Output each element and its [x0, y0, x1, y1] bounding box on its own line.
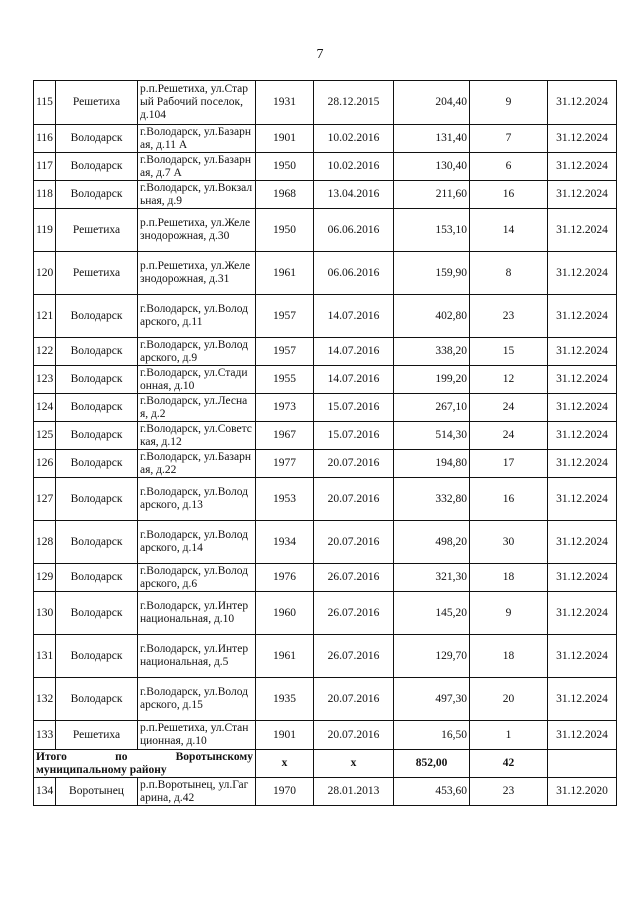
deadline-date-cell: 31.12.2024 — [548, 181, 617, 209]
area-value-cell: 130,40 — [394, 153, 470, 181]
table-row — [34, 521, 617, 564]
address-cell: г.Володарск, ул.Базарная, д.11 А — [138, 125, 256, 153]
deadline-date-cell: 31.12.2024 — [548, 366, 617, 394]
build-year-cell: 1935 — [256, 678, 314, 721]
locality-cell: Володарск — [56, 394, 138, 422]
inclusion-date-cell: 26.07.2016 — [314, 635, 394, 678]
inclusion-date-cell: 20.07.2016 — [314, 521, 394, 564]
area-value-cell: 211,60 — [394, 181, 470, 209]
table-row — [34, 125, 617, 153]
deadline-date-cell: 31.12.2024 — [548, 125, 617, 153]
build-year-cell: 1968 — [256, 181, 314, 209]
area-value-cell: 153,10 — [394, 209, 470, 252]
deadline-date-cell: 31.12.2024 — [548, 252, 617, 295]
build-year-cell: 1961 — [256, 635, 314, 678]
total-row-group — [34, 750, 617, 778]
row-number-cell: 127 — [34, 478, 56, 521]
table-row — [34, 422, 617, 450]
row-number-cell: 115 — [34, 81, 56, 125]
row-number-cell: 130 — [34, 592, 56, 635]
area-value-cell: 204,40 — [394, 81, 470, 125]
locality-cell: Володарск — [56, 564, 138, 592]
address-cell: р.п.Решетиха, ул.Старый Рабочий поселок, д.104 — [138, 81, 256, 125]
resident-count-cell: 30 — [470, 521, 548, 564]
row-number-cell: 124 — [34, 394, 56, 422]
address-cell: г.Володарск, ул.Базарная, д.7 А — [138, 153, 256, 181]
resident-count-cell: 9 — [470, 592, 548, 635]
housing-registry-table — [33, 80, 617, 806]
row-number-cell: 117 — [34, 153, 56, 181]
resident-count-cell: 12 — [470, 366, 548, 394]
total-value: 852,00 — [394, 750, 470, 778]
row-number-cell: 129 — [34, 564, 56, 592]
deadline-date-cell: 31.12.2024 — [548, 592, 617, 635]
locality-cell: Володарск — [56, 366, 138, 394]
locality-cell: Володарск — [56, 295, 138, 338]
inclusion-date-cell: 14.07.2016 — [314, 366, 394, 394]
rows-group-b — [34, 778, 617, 806]
area-value-cell: 497,30 — [394, 678, 470, 721]
area-value-cell: 321,30 — [394, 564, 470, 592]
build-year-cell: 1976 — [256, 564, 314, 592]
build-year-cell: 1977 — [256, 450, 314, 478]
build-year-cell: 1957 — [256, 338, 314, 366]
inclusion-date-cell: 26.07.2016 — [314, 564, 394, 592]
locality-cell: Володарск — [56, 422, 138, 450]
area-value-cell: 129,70 — [394, 635, 470, 678]
deadline-date-cell: 31.12.2024 — [548, 564, 617, 592]
address-cell: р.п.Воротынец, ул.Гагарина, д.42 — [138, 778, 256, 806]
table-row — [34, 592, 617, 635]
address-cell: г.Володарск, ул.Интернациональная, д.5 — [138, 635, 256, 678]
row-number-cell: 118 — [34, 181, 56, 209]
table-row — [34, 778, 617, 806]
build-year-cell: 1957 — [256, 295, 314, 338]
table-row — [34, 721, 617, 750]
inclusion-date-cell: 13.04.2016 — [314, 181, 394, 209]
address-cell: г.Володарск, ул.Вокзальная, д.9 — [138, 181, 256, 209]
table-row — [34, 81, 617, 125]
locality-cell: Решетиха — [56, 209, 138, 252]
area-value-cell: 498,20 — [394, 521, 470, 564]
row-number-cell: 122 — [34, 338, 56, 366]
area-value-cell: 267,10 — [394, 394, 470, 422]
address-cell: г.Володарск, ул.Володарского, д.6 — [138, 564, 256, 592]
resident-count-cell: 24 — [470, 422, 548, 450]
resident-count-cell: 23 — [470, 778, 548, 806]
inclusion-date-cell: 10.02.2016 — [314, 125, 394, 153]
inclusion-date-cell: 20.07.2016 — [314, 678, 394, 721]
row-number-cell: 123 — [34, 366, 56, 394]
deadline-date-cell: 31.12.2024 — [548, 209, 617, 252]
row-number-cell: 134 — [34, 778, 56, 806]
total-due — [548, 750, 617, 778]
area-value-cell: 194,80 — [394, 450, 470, 478]
address-cell: р.п.Решетиха, ул.Железнодорожная, д.30 — [138, 209, 256, 252]
deadline-date-cell: 31.12.2024 — [548, 295, 617, 338]
area-value-cell: 159,90 — [394, 252, 470, 295]
locality-cell: Володарск — [56, 592, 138, 635]
locality-cell: Решетиха — [56, 81, 138, 125]
resident-count-cell: 17 — [470, 450, 548, 478]
area-value-cell: 338,20 — [394, 338, 470, 366]
build-year-cell: 1967 — [256, 422, 314, 450]
resident-count-cell: 16 — [470, 478, 548, 521]
deadline-date-cell: 31.12.2024 — [548, 478, 617, 521]
row-number-cell: 120 — [34, 252, 56, 295]
row-number-cell: 119 — [34, 209, 56, 252]
inclusion-date-cell: 14.07.2016 — [314, 338, 394, 366]
inclusion-date-cell: 15.07.2016 — [314, 394, 394, 422]
table-row — [34, 252, 617, 295]
resident-count-cell: 15 — [470, 338, 548, 366]
total-date: x — [314, 750, 394, 778]
deadline-date-cell: 31.12.2024 — [548, 81, 617, 125]
area-value-cell: 332,80 — [394, 478, 470, 521]
resident-count-cell: 24 — [470, 394, 548, 422]
total-count: 42 — [470, 750, 548, 778]
deadline-date-cell: 31.12.2024 — [548, 450, 617, 478]
row-number-cell: 131 — [34, 635, 56, 678]
resident-count-cell: 6 — [470, 153, 548, 181]
resident-count-cell: 18 — [470, 635, 548, 678]
build-year-cell: 1934 — [256, 521, 314, 564]
locality-cell: Решетиха — [56, 252, 138, 295]
inclusion-date-cell: 28.12.2015 — [314, 81, 394, 125]
total-label: Итого по Воротынскому муниципальному району — [34, 750, 256, 778]
table-row — [34, 209, 617, 252]
locality-cell: Володарск — [56, 678, 138, 721]
rows-group-a — [34, 81, 617, 750]
resident-count-cell: 23 — [470, 295, 548, 338]
deadline-date-cell: 31.12.2024 — [548, 678, 617, 721]
build-year-cell: 1955 — [256, 366, 314, 394]
build-year-cell: 1901 — [256, 721, 314, 750]
resident-count-cell: 18 — [470, 564, 548, 592]
area-value-cell: 514,30 — [394, 422, 470, 450]
address-cell: р.п.Решетиха, ул.Железнодорожная, д.31 — [138, 252, 256, 295]
inclusion-date-cell: 10.02.2016 — [314, 153, 394, 181]
deadline-date-cell: 31.12.2024 — [548, 422, 617, 450]
deadline-date-cell: 31.12.2020 — [548, 778, 617, 806]
table-row — [34, 153, 617, 181]
address-cell: г.Володарск, ул.Володарского, д.15 — [138, 678, 256, 721]
locality-cell: Володарск — [56, 450, 138, 478]
resident-count-cell: 14 — [470, 209, 548, 252]
resident-count-cell: 1 — [470, 721, 548, 750]
row-number-cell: 132 — [34, 678, 56, 721]
locality-cell: Володарск — [56, 338, 138, 366]
address-cell: г.Володарск, ул.Базарная, д.22 — [138, 450, 256, 478]
locality-cell: Володарск — [56, 478, 138, 521]
inclusion-date-cell: 06.06.2016 — [314, 252, 394, 295]
inclusion-date-cell: 26.07.2016 — [314, 592, 394, 635]
table-row — [34, 564, 617, 592]
inclusion-date-cell: 14.07.2016 — [314, 295, 394, 338]
deadline-date-cell: 31.12.2024 — [548, 521, 617, 564]
address-cell: г.Володарск, ул.Володарского, д.14 — [138, 521, 256, 564]
area-value-cell: 145,20 — [394, 592, 470, 635]
address-cell: р.п.Решетиха, ул.Станционная, д.10 — [138, 721, 256, 750]
area-value-cell: 453,60 — [394, 778, 470, 806]
row-number-cell: 126 — [34, 450, 56, 478]
inclusion-date-cell: 28.01.2013 — [314, 778, 394, 806]
area-value-cell: 16,50 — [394, 721, 470, 750]
table-row — [34, 635, 617, 678]
table-row — [34, 181, 617, 209]
area-value-cell: 131,40 — [394, 125, 470, 153]
build-year-cell: 1901 — [256, 125, 314, 153]
area-value-cell: 199,20 — [394, 366, 470, 394]
locality-cell: Володарск — [56, 521, 138, 564]
table-row — [34, 366, 617, 394]
table-row — [34, 394, 617, 422]
address-cell: г.Володарск, ул.Володарского, д.13 — [138, 478, 256, 521]
address-cell: г.Володарск, ул.Лесная, д.2 — [138, 394, 256, 422]
locality-cell: Володарск — [56, 125, 138, 153]
row-number-cell: 121 — [34, 295, 56, 338]
table-row — [34, 338, 617, 366]
build-year-cell: 1931 — [256, 81, 314, 125]
build-year-cell: 1960 — [256, 592, 314, 635]
address-cell: г.Володарск, ул.Володарского, д.9 — [138, 338, 256, 366]
table-row — [34, 678, 617, 721]
row-number-cell: 128 — [34, 521, 56, 564]
inclusion-date-cell: 06.06.2016 — [314, 209, 394, 252]
deadline-date-cell: 31.12.2024 — [548, 394, 617, 422]
deadline-date-cell: 31.12.2024 — [548, 721, 617, 750]
build-year-cell: 1950 — [256, 153, 314, 181]
address-cell: г.Володарск, ул.Володарского, д.11 — [138, 295, 256, 338]
resident-count-cell: 7 — [470, 125, 548, 153]
build-year-cell: 1970 — [256, 778, 314, 806]
row-number-cell: 116 — [34, 125, 56, 153]
inclusion-date-cell: 15.07.2016 — [314, 422, 394, 450]
total-row — [34, 750, 617, 778]
resident-count-cell: 16 — [470, 181, 548, 209]
inclusion-date-cell: 20.07.2016 — [314, 478, 394, 521]
deadline-date-cell: 31.12.2024 — [548, 153, 617, 181]
locality-cell: Воротынец — [56, 778, 138, 806]
row-number-cell: 125 — [34, 422, 56, 450]
locality-cell: Володарск — [56, 635, 138, 678]
locality-cell: Володарск — [56, 153, 138, 181]
resident-count-cell: 8 — [470, 252, 548, 295]
address-cell: г.Володарск, ул.Интернациональная, д.10 — [138, 592, 256, 635]
build-year-cell: 1950 — [256, 209, 314, 252]
area-value-cell: 402,80 — [394, 295, 470, 338]
locality-cell: Володарск — [56, 181, 138, 209]
table-row — [34, 478, 617, 521]
page-number: 7 — [316, 47, 324, 62]
build-year-cell: 1961 — [256, 252, 314, 295]
address-cell: г.Володарск, ул.Советская, д.12 — [138, 422, 256, 450]
total-year: x — [256, 750, 314, 778]
inclusion-date-cell: 20.07.2016 — [314, 721, 394, 750]
table-row — [34, 450, 617, 478]
row-number-cell: 133 — [34, 721, 56, 750]
address-cell: г.Володарск, ул.Стадионная, д.10 — [138, 366, 256, 394]
build-year-cell: 1953 — [256, 478, 314, 521]
deadline-date-cell: 31.12.2024 — [548, 635, 617, 678]
resident-count-cell: 20 — [470, 678, 548, 721]
locality-cell: Решетиха — [56, 721, 138, 750]
deadline-date-cell: 31.12.2024 — [548, 338, 617, 366]
inclusion-date-cell: 20.07.2016 — [314, 450, 394, 478]
build-year-cell: 1973 — [256, 394, 314, 422]
table-row — [34, 295, 617, 338]
resident-count-cell: 9 — [470, 81, 548, 125]
